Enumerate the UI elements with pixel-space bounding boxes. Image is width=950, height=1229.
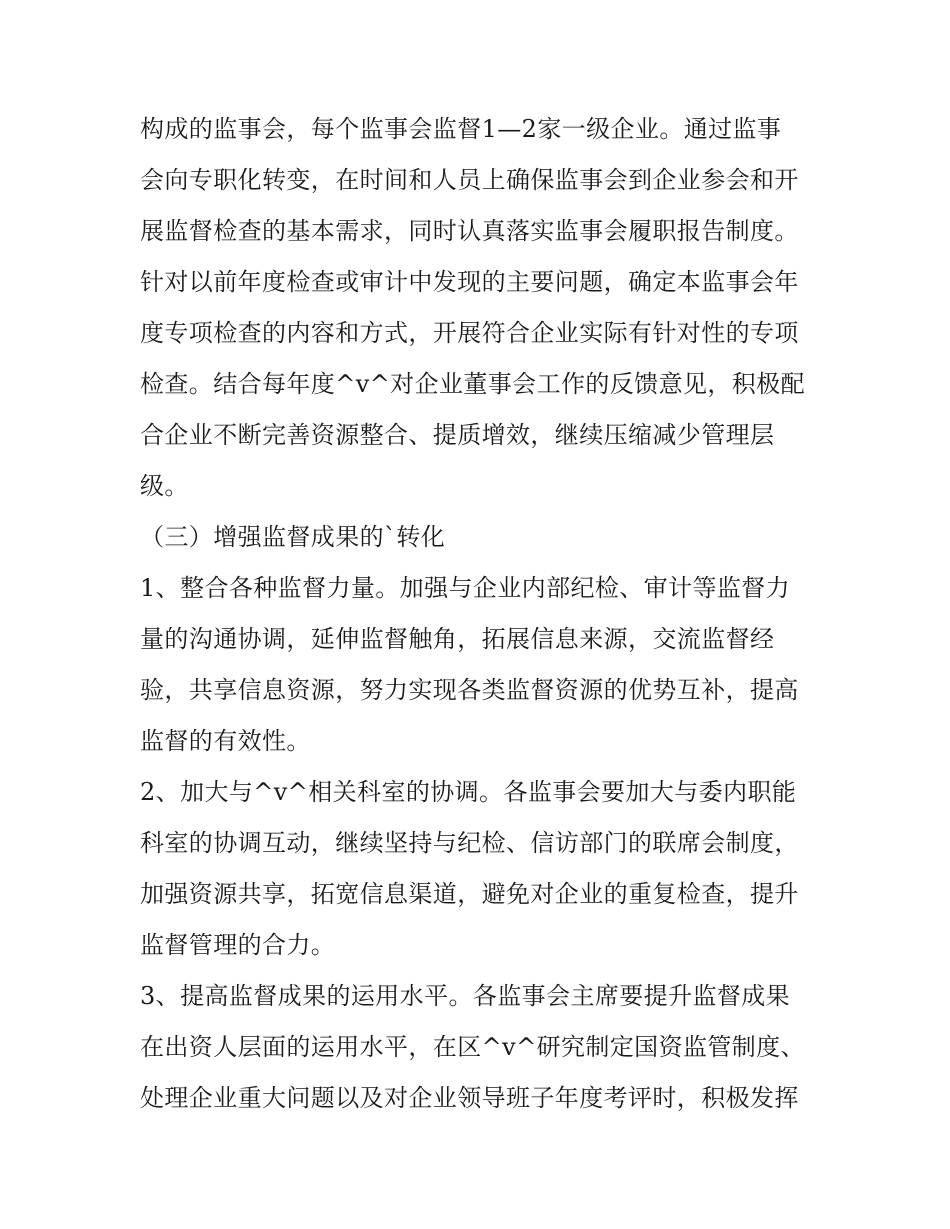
- paragraph-line: 合企业不断完善资源整合、提质增效，继续压缩减少管理层: [140, 421, 775, 449]
- paragraph-line: 3、提高监督成果的运用水平。各监事会主席要提升监督成果: [140, 982, 791, 1010]
- paragraph-line: 在出资人层面的运用水平，在区^v^研究制定国资监管制度、: [140, 1033, 805, 1061]
- paragraph-line: 级。: [140, 472, 189, 500]
- section-heading: （三）增强监督成果的`转化: [140, 523, 446, 551]
- paragraph-line: 构成的监事会，每个监事会监督1—2家一级企业。通过监事: [140, 115, 782, 143]
- paragraph-line: 检查。结合每年度^v^对企业董事会工作的反馈意见，积极配: [140, 370, 805, 398]
- paragraph-line: 度专项检查的内容和方式，开展符合企业实际有针对性的专项: [140, 319, 799, 347]
- paragraph-line: 加强资源共享，拓宽信息渠道，避免对企业的重复检查，提升: [140, 880, 799, 908]
- paragraph-line: 处理企业重大问题以及对企业领导班子年度考评时，积极发挥: [140, 1084, 799, 1112]
- paragraph-line: 1、整合各种监督力量。加强与企业内部纪检、审计等监督力: [140, 574, 791, 602]
- body-text: [140, 104, 820, 1124]
- paragraph-line: 验，共享信息资源，努力实现各类监督资源的优势互补，提高: [140, 676, 799, 704]
- paragraph-line: 会向专职化转变，在时间和人员上确保监事会到企业参会和开: [140, 166, 799, 194]
- paragraph-line: 针对以前年度检查或审计中发现的主要问题，确定本监事会年: [140, 268, 799, 296]
- paragraph-line: 展监督检查的基本需求，同时认真落实监事会履职报告制度。: [140, 217, 799, 245]
- paragraph-line: 监督管理的合力。: [140, 931, 336, 959]
- paragraph-line: 2、加大与^v^相关科室的协调。各监事会要加大与委内职能: [140, 778, 797, 806]
- paragraph-line: 量的沟通协调，延伸监督触角，拓展信息来源，交流监督经: [140, 625, 775, 653]
- paragraph-line: 监督的有效性。: [140, 727, 311, 755]
- paragraph-line: 科室的协调互动，继续坚持与纪检、信访部门的联席会制度，: [140, 829, 799, 857]
